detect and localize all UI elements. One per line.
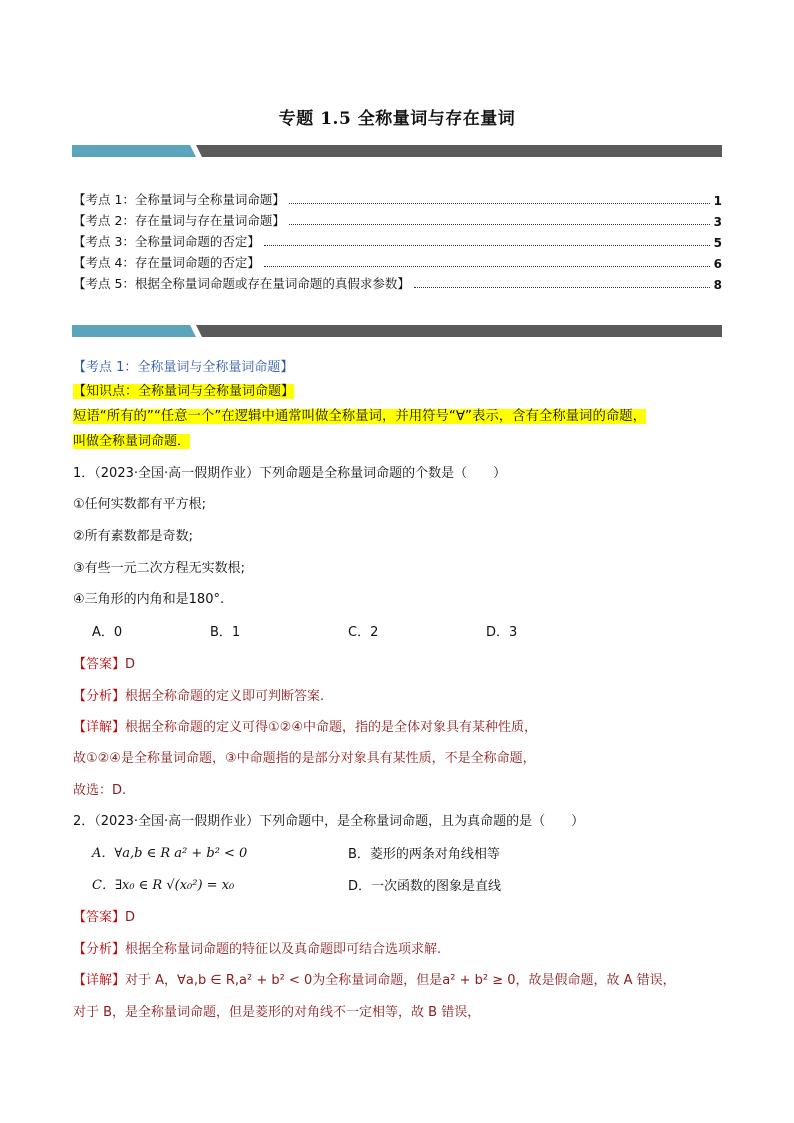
knowledge-text-line2: 叫做全称量词命题． bbox=[73, 434, 191, 449]
toc-item-3[interactable] bbox=[73, 230, 722, 250]
question-1-option-b[interactable]: B．1 bbox=[210, 625, 241, 640]
question-1-answer bbox=[73, 653, 135, 672]
question-2-option-a[interactable]: A．∀a,b ∈ R a² + b² < 0 bbox=[92, 846, 248, 861]
toc-item-2[interactable] bbox=[73, 209, 722, 229]
question-2-option-d[interactable]: D．一次函数的图象是直线 bbox=[348, 879, 502, 894]
toc-label: 【考点 2：存在量词与存在量词命题】 bbox=[73, 213, 285, 228]
section-heading: 【考点 1：全称量词与全称量词命题】 bbox=[73, 360, 294, 375]
detail-text: 对于 A，∀a,b ∈ R,a² + b² < 0为全称量词命题，但是a² + b² ≥ 0，故是假命题，故 A 错误， bbox=[125, 973, 676, 988]
question-2-detail-line1 bbox=[73, 969, 676, 988]
question-1-item-2: ②所有素数都是奇数; bbox=[73, 529, 194, 544]
question-1-option-a[interactable]: A．0 bbox=[92, 625, 123, 640]
question-2-detail-line2: 对于 B，是全称量词命题，但是菱形的对角线不一定相等，故 B 错误， bbox=[73, 1005, 481, 1020]
toc-leader bbox=[289, 202, 710, 204]
toc-item-5[interactable] bbox=[73, 272, 722, 292]
toc-item-4[interactable] bbox=[73, 251, 722, 271]
question-1-detail-line3: 故选：D. bbox=[73, 783, 127, 798]
toc-leader bbox=[264, 244, 710, 246]
section-divider bbox=[72, 325, 722, 337]
question-1-option-d[interactable]: D．3 bbox=[486, 625, 518, 640]
toc-leader bbox=[414, 286, 710, 288]
toc-label: 【考点 4：存在量词命题的否定】 bbox=[73, 255, 260, 270]
question-2-option-c[interactable]: C．∃x₀ ∈ R √(x₀²) = x₀ bbox=[92, 878, 235, 893]
toc-page-number: 6 bbox=[713, 257, 722, 271]
toc-leader bbox=[264, 265, 710, 267]
question-2-stem: 2．（2023·全国·高一假期作业）下列命题中，是全称量词命题，且为真命题的是（ ） bbox=[73, 814, 585, 829]
toc-label: 【考点 1：全称量词与全称量词命题】 bbox=[73, 192, 285, 207]
toc-label: 【考点 3：全称量词命题的否定】 bbox=[73, 234, 260, 249]
analysis-text: 根据全称量词命题的特征以及真命题即可结合选项求解. bbox=[125, 942, 442, 957]
question-1-stem: 1．（2023·全国·高一假期作业）下列命题是全称量词命题的个数是（ ） bbox=[73, 466, 507, 481]
answer-tag: 【答案】 bbox=[73, 657, 126, 672]
question-1-item-3: ③有些一元二次方程无实数根; bbox=[73, 561, 246, 576]
header-divider bbox=[72, 145, 722, 157]
analysis-tag: 【分析】 bbox=[73, 942, 126, 957]
page-title: 专题 1.5 全称量词与存在量词 bbox=[278, 109, 516, 129]
toc-label: 【考点 5：根据全称量词命题或存在量词命题的真假求参数】 bbox=[73, 276, 410, 291]
knowledge-title: 【知识点：全称量词与全称量词命题】 bbox=[73, 384, 295, 399]
toc-page-number: 3 bbox=[713, 215, 722, 229]
question-2-answer bbox=[73, 906, 135, 925]
answer-tag: 【答案】 bbox=[73, 910, 126, 925]
question-2-analysis bbox=[73, 938, 441, 957]
detail-tag: 【详解】 bbox=[73, 973, 126, 988]
answer-value: D bbox=[125, 657, 136, 672]
question-1-item-4: ④三角形的内角和是180°. bbox=[73, 592, 225, 607]
question-1-option-c[interactable]: C．2 bbox=[348, 625, 379, 640]
toc-page-number: 8 bbox=[713, 278, 722, 292]
question-1-item-1: ①任何实数都有平方根; bbox=[73, 497, 207, 512]
analysis-tag: 【分析】 bbox=[73, 689, 126, 704]
toc-leader bbox=[289, 223, 710, 225]
question-1-detail-line1 bbox=[73, 716, 537, 735]
detail-tag: 【详解】 bbox=[73, 720, 126, 735]
question-2-option-b[interactable]: B．菱形的两条对角线相等 bbox=[348, 847, 500, 862]
question-1-analysis bbox=[73, 685, 324, 704]
knowledge-text-line1: 短语“所有的”“任意一个”在逻辑中通常叫做全称量词，并用符号“∀”表示，含有全称量词的命题， bbox=[73, 409, 647, 424]
toc-page-number: 5 bbox=[713, 236, 722, 250]
question-1-detail-line2: 故①②④是全称量词命题，③中命题指的是部分对象具有某性质，不是全称命题， bbox=[73, 751, 536, 766]
toc-item-1[interactable] bbox=[73, 188, 722, 208]
toc-page-number: 1 bbox=[713, 194, 722, 208]
analysis-text: 根据全称命题的定义即可判断答案. bbox=[125, 689, 325, 704]
detail-text: 根据全称命题的定义可得①②④中命题，指的是全体对象具有某种性质， bbox=[125, 720, 537, 735]
answer-value: D bbox=[125, 910, 136, 925]
